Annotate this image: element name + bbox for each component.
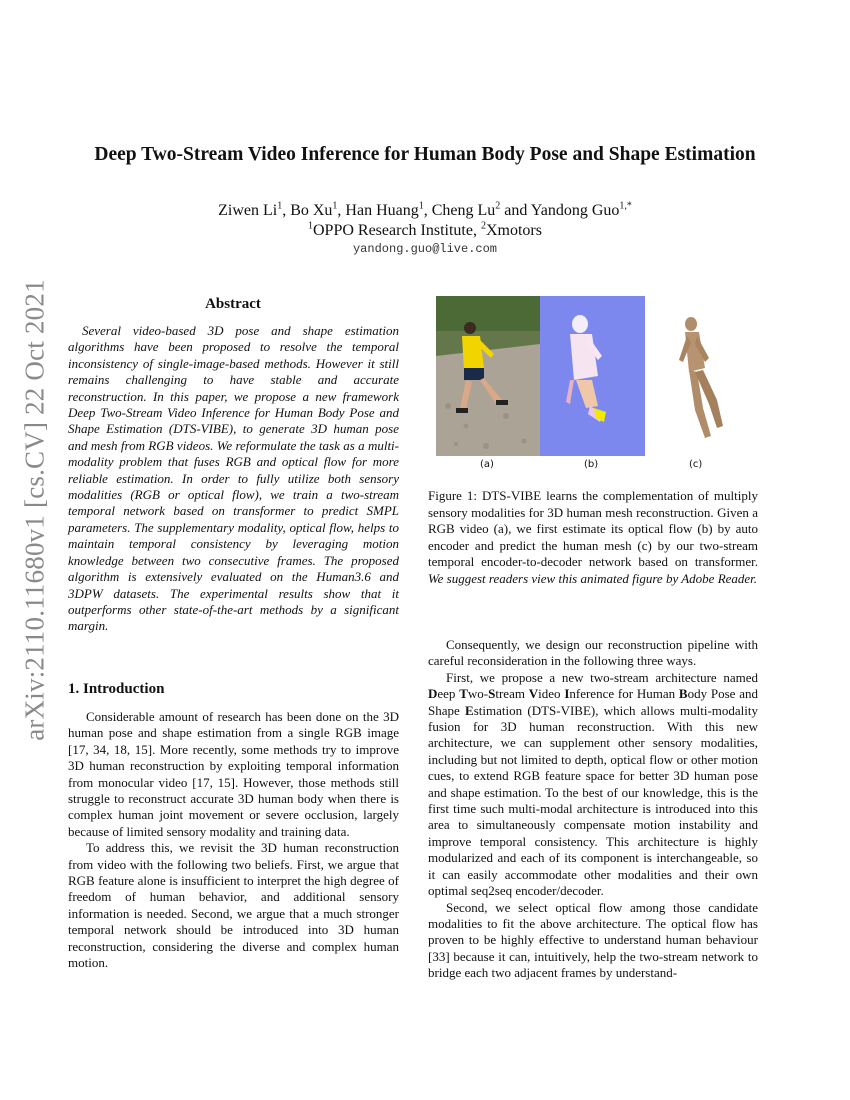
optical-flow-visual [540, 296, 645, 456]
abstract-heading: Abstract [205, 296, 261, 312]
sublabel-b: (b) [584, 459, 599, 470]
abstract-text: Several video-based 3D pose and shape estimation algorithms have been proposed to resolve the temporal inconsistency of single-image-based methods. However it still remains challenging to have stable and accurate reconstruction. In this paper, we propose a new framework Deep Two-Stream Video Inference for Human Body Pose and Shape Estimation (DTS-VIBE), to generate 3D human pose and mesh from RGB videos. We reformulate the task as a multi-modality problem that fuses RGB and optical flow for more reliable estimation. In order to fully utilize both sensory modalities (RGB or optical flow), we train a two-stream temporal network based on transformer to predict SMPL parameters. The supplementary modality, optical flow, helps to maintain temporal consistency by leveraging motion knowledge between two consecutive frames. The proposed algorithm is extensively evaluated on the Human3.6 and 3DPW datasets. The experimental results show that it outperforms other state-of-the-art methods by a significant margin. [68, 323, 399, 634]
runner-photo [436, 296, 540, 456]
rgb-frame-image [436, 296, 540, 456]
mesh-render [645, 296, 756, 456]
affiliations: $^1$OPPO Research Institute, $^2$Xmotors [308, 220, 542, 239]
affiliation-name: OPPO Research Institute [313, 222, 473, 239]
author-name: Cheng Lu [431, 202, 496, 219]
sublabel-a: (a) [480, 459, 494, 470]
author-name: Ziwen Li [218, 202, 278, 219]
author-block [40, 201, 810, 241]
right-column-body [428, 637, 758, 982]
author-name: Han Huang [345, 202, 419, 219]
figure-caption [428, 488, 758, 588]
author-name: Bo Xu [290, 202, 333, 219]
intro-paragraph-1: Considerable amount of research has been done on the 3D human pose and shape estimation from a single RGB image [17, 34, 18, 15]. More recently, some methods try to improve 3D human reconstruction by exploiting temporal information from monocular video [17, 15]. However, those methods still struggle to reconstruct accurate 3D human body when there is complex human joint movement or severe occlusion, largely because of limited sensory modality and training data. [68, 709, 399, 839]
optical-flow-image [540, 296, 645, 456]
sublabel-c: (c) [689, 459, 703, 470]
intro-body [68, 709, 399, 972]
arxiv-stamp [12, 279, 58, 741]
author-list: Ziwen Li$^1$, Bo Xu$^1$, Han Huang$^1$, Cheng Lu$^2$ and Yandong Guo$^{1,*}$ [218, 200, 632, 219]
intro-heading: 1. Introduction [68, 681, 165, 697]
figure-sublabels [436, 459, 756, 475]
intro-paragraph-2: To address this, we revisit the 3D human reconstruction from video with the following two beliefs. First, we argue that RGB feature alone is insufficient to interpret the high degree of freedom of human behavior, and additional sensory information is needed. Second, we argue that a much stronger temporal network should be introduced into 3D human reconstruction, considering the diverse and complex human motion. [68, 840, 399, 971]
arxiv-stamp-text: arXiv:2110.11680v1 [cs.CV] 22 Oct 2021 [19, 279, 50, 741]
caption-emphasis: We suggest readers view this animated figure by Adobe Reader. [428, 570, 758, 586]
figure-1 [436, 296, 756, 456]
author-email[interactable]: yandong.guo@live.com [352, 242, 498, 256]
caption-main: Figure 1: DTS-VIBE learns the complementation of multiply sensory modalities for 3D human mesh reconstruction. Given a RGB video (a), we first estimate its optical flow (b) by auto encoder and predict the human mesh (c) by our two-stream temporal encoder-to-decoder network based on transformer. [428, 488, 758, 570]
right-paragraph-3: Second, we select optical flow among those candidate modalities to fit the above architecture. The optical flow has proven to be highly effective to understand human behaviour [33] because it can, intuitively, help the two-stream network to bridge each two adjacent frames by understand- [428, 899, 758, 981]
affiliation-name: Xmotors [485, 222, 542, 239]
author-name: Yandong Guo [530, 202, 620, 219]
right-paragraph-2: First, we propose a new two-stream architecture named Deep Two-Stream Video Inference for Human Body Pose and Shape Estimation (DTS-VIBE), which allows multi-modality fusion for 3D human reconstruction. With this new architecture, we can supplement other sensory modalities, including but not limited to depth, optical flow or other motion cues, to extend RGB feature space for better 3D human pose and shape estimation. To the best of our knowledge, this is the first time such multi-modal architecture is introduced into this area to simultaneously compensate motion instability and improve temporal consistency. This architecture is highly modularized and each of its component is interchangeable, so it can easily accommodate other modalities and their own optimal seq2seq encoder/decoder. [428, 669, 759, 899]
human-mesh-image [645, 296, 756, 456]
right-paragraph-1: Consequently, we design our reconstruction pipeline with careful reconsideration in the following three ways. [428, 637, 758, 669]
paper-title: Deep Two-Stream Video Inference for Human Body Pose and Shape Estimation [94, 144, 756, 165]
